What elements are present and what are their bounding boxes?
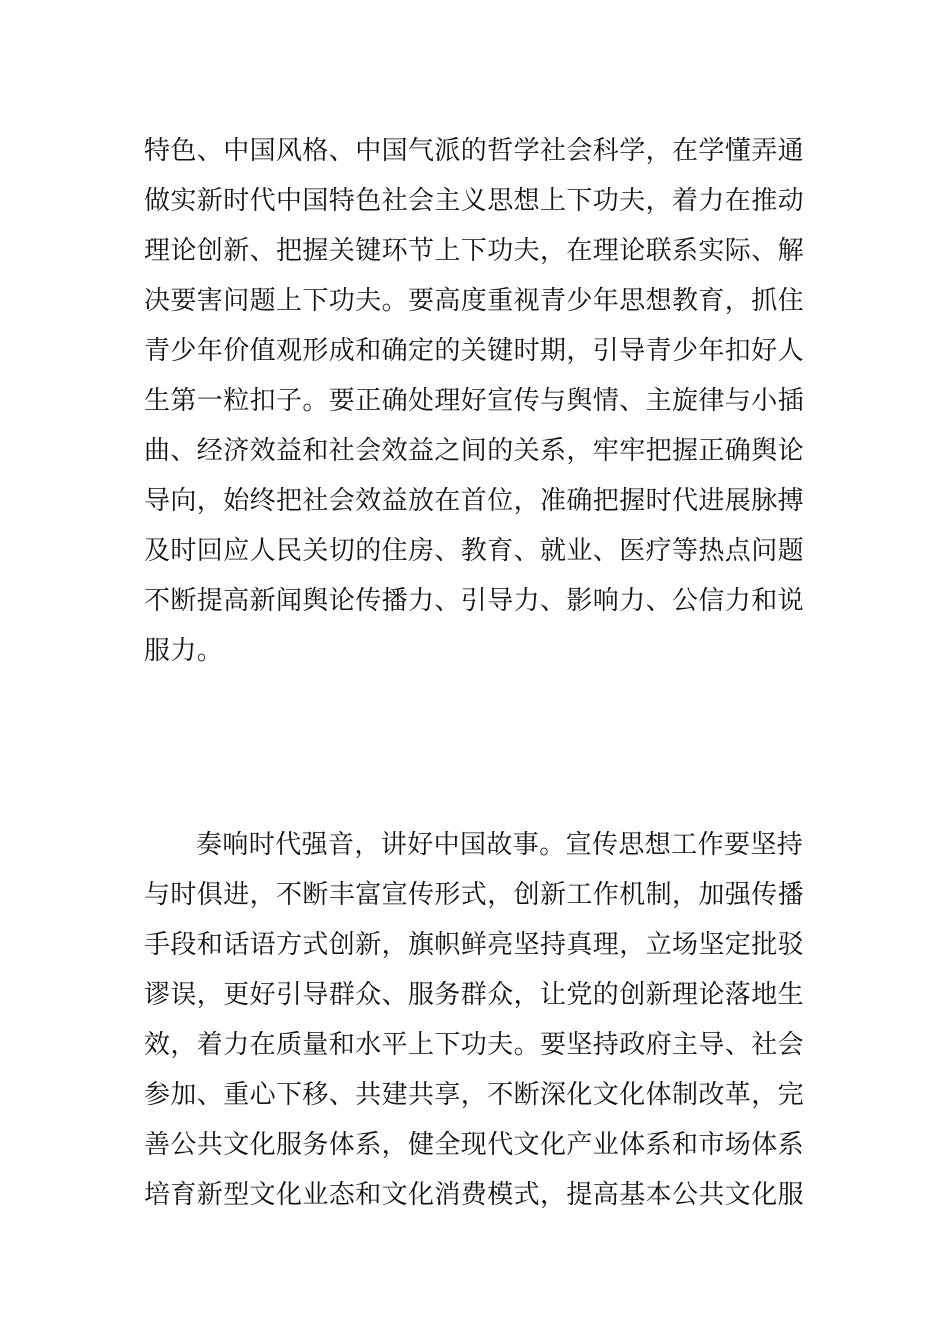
paragraph <box>144 820 810 1220</box>
text-line: 善公共文化服务体系，健全现代文化产业体系和市场体系 <box>144 1130 805 1160</box>
text-line: 手段和话语方式创新，旗帜鲜亮坚持真理，立场坚定批驳 <box>144 930 805 960</box>
paragraph-continuation <box>144 126 810 676</box>
text-line: 及时回应人民关切的住房、教育、就业、医疗等热点问题 <box>144 536 805 566</box>
text-line: 曲、经济效益和社会效益之间的关系，牢牢把握正确舆论 <box>144 436 805 466</box>
text-line: 青少年价值观形成和确定的关键时期，引导青少年扣好人 <box>144 336 805 366</box>
text-line: 谬误，更好引导群众、服务群众，让党的创新理论落地生 <box>144 980 805 1010</box>
text-line: 参加、重心下移、共建共享，不断深化文化体制改革，完 <box>144 1080 805 1110</box>
text-line: 效，着力在质量和水平上下功夫。要坚持政府主导、社会 <box>144 1030 805 1060</box>
text-line: 决要害问题上下功夫。要高度重视青少年思想教育，抓住 <box>144 286 805 316</box>
text-line: 做实新时代中国特色社会主义思想上下功夫，着力在推动 <box>144 186 805 216</box>
text-line: 服力。 <box>144 636 224 666</box>
text-line: 导向，始终把社会效益放在首位，准确把握时代进展脉搏 <box>144 486 805 516</box>
text-line: 培育新型文化业态和文化消费模式，提高基本公共文化服 <box>144 1180 805 1210</box>
text-line: 生第一粒扣子。要正确处理好宣传与舆情、主旋律与小插 <box>144 386 805 416</box>
text-line: 理论创新、把握关键环节上下功夫，在理论联系实际、解 <box>144 236 805 266</box>
text-line: 与时俱进，不断丰富宣传形式，创新工作机制，加强传播 <box>144 880 805 910</box>
text-line: 不断提高新闻舆论传播力、引导力、影响力、公信力和说 <box>144 586 805 616</box>
text-line-first: 奏响时代强音，讲好中国故事。宣传思想工作要坚持 <box>196 830 804 860</box>
text-line: 特色、中国风格、中国气派的哲学社会科学，在学懂弄通 <box>144 136 805 166</box>
